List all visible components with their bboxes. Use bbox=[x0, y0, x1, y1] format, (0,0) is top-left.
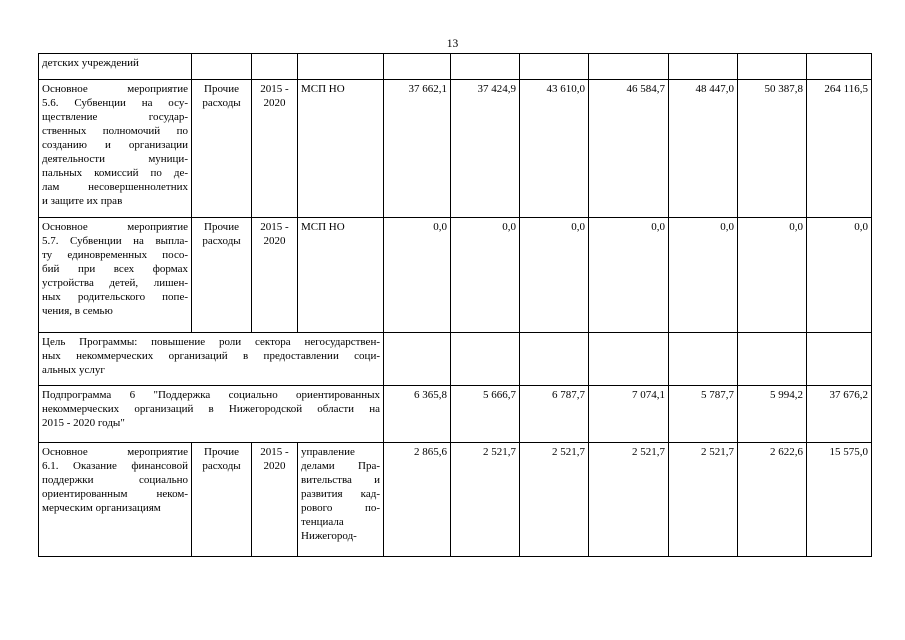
empty-cell bbox=[807, 54, 872, 80]
cell-line: 2015 - bbox=[260, 221, 289, 233]
cell-line: ных некоммерческих организаций в предоставлении соци- bbox=[42, 350, 380, 362]
cell-line: Цель Программы: повышение роли сектора негосударствен- bbox=[42, 336, 380, 348]
executor bbox=[298, 443, 384, 557]
executor bbox=[298, 218, 384, 333]
value-year: 46 584,7 bbox=[589, 80, 669, 218]
cell-line: расходы bbox=[202, 460, 241, 472]
cell-line: рового по- bbox=[301, 502, 380, 514]
empty-cell bbox=[520, 333, 589, 386]
value-year: 50 387,8 bbox=[738, 80, 807, 218]
executor bbox=[298, 80, 384, 218]
value-year: 2 521,7 bbox=[589, 443, 669, 557]
cell-line: устройства детей, лишен- bbox=[42, 277, 188, 289]
expense-type bbox=[192, 443, 252, 557]
cell-line: лам несовершеннолетних bbox=[42, 181, 188, 193]
cell-line: деятельности муници- bbox=[42, 153, 188, 165]
empty-cell bbox=[384, 333, 451, 386]
period bbox=[252, 218, 298, 333]
cell-line: 2015 - 2020 годы" bbox=[42, 417, 125, 429]
expense-type bbox=[192, 80, 252, 218]
cell-line: Основное мероприятие bbox=[42, 446, 188, 458]
page-number: 13 bbox=[446, 38, 459, 50]
cell-line: созданию и организации bbox=[42, 139, 188, 151]
empty-cell bbox=[451, 54, 520, 80]
cell-line: Подпрограмма 6 "Поддержка социально ориентированных bbox=[42, 389, 380, 401]
table-row bbox=[39, 386, 872, 443]
value-total: 264 116,5 bbox=[807, 80, 872, 218]
table-body bbox=[39, 54, 872, 557]
value-year: 0,0 bbox=[669, 218, 738, 333]
cell-line: бий при всех формах bbox=[42, 263, 188, 275]
empty-cell bbox=[589, 333, 669, 386]
cell-line: Прочие bbox=[204, 83, 239, 95]
cell-line: чения, в семью bbox=[42, 305, 113, 317]
empty-cell bbox=[738, 54, 807, 80]
table-row bbox=[39, 218, 872, 333]
cell-line: Основное мероприятие bbox=[42, 83, 188, 95]
program-goal bbox=[39, 333, 384, 386]
value-total: 0,0 bbox=[807, 218, 872, 333]
measure-name bbox=[39, 443, 192, 557]
empty-cell bbox=[738, 333, 807, 386]
cell-line: некоммерческих организаций в Нижегородской области на bbox=[42, 403, 380, 415]
measure-name bbox=[39, 80, 192, 218]
value-year: 43 610,0 bbox=[520, 80, 589, 218]
cell-line: ных родительского попе- bbox=[42, 291, 188, 303]
value-total: 37 676,2 bbox=[807, 386, 872, 443]
cell-line: ственных полномочий по bbox=[42, 125, 188, 137]
value-year: 0,0 bbox=[520, 218, 589, 333]
cell-line: 2015 - bbox=[260, 446, 289, 458]
cell-line: МСП НО bbox=[301, 83, 345, 95]
cell-line: вительства и bbox=[301, 474, 380, 486]
table-row bbox=[39, 80, 872, 218]
cell-line: ориентированным неком- bbox=[42, 488, 188, 500]
cell-line: и защите их прав bbox=[42, 195, 123, 207]
empty-cell bbox=[807, 333, 872, 386]
cell-line: 2020 bbox=[263, 97, 286, 109]
value-year: 0,0 bbox=[589, 218, 669, 333]
subprogram-title bbox=[39, 386, 384, 443]
empty-cell bbox=[384, 54, 451, 80]
empty-cell bbox=[669, 54, 738, 80]
value-year: 37 424,9 bbox=[451, 80, 520, 218]
cell-line: расходы bbox=[202, 97, 241, 109]
expense-type bbox=[192, 218, 252, 333]
value-year: 37 662,1 bbox=[384, 80, 451, 218]
value-year: 6 365,8 bbox=[384, 386, 451, 443]
empty-cell bbox=[192, 54, 252, 80]
value-year: 2 521,7 bbox=[520, 443, 589, 557]
cell-line: расходы bbox=[202, 235, 241, 247]
empty-cell bbox=[669, 333, 738, 386]
value-year: 0,0 bbox=[451, 218, 520, 333]
measure-name bbox=[39, 218, 192, 333]
cell-line: альных услуг bbox=[42, 364, 105, 376]
empty-cell bbox=[520, 54, 589, 80]
value-year: 0,0 bbox=[738, 218, 807, 333]
table-row bbox=[39, 333, 872, 386]
value-total: 15 575,0 bbox=[807, 443, 872, 557]
program-table bbox=[38, 53, 872, 557]
empty-cell bbox=[298, 54, 384, 80]
cell-line: развития кад- bbox=[301, 488, 380, 500]
value-year: 7 074,1 bbox=[589, 386, 669, 443]
value-year: 0,0 bbox=[384, 218, 451, 333]
period bbox=[252, 80, 298, 218]
cell-line: ществление государ- bbox=[42, 111, 188, 123]
cell-line: пальных комиссий по де- bbox=[42, 167, 188, 179]
value-year: 5 994,2 bbox=[738, 386, 807, 443]
empty-cell bbox=[589, 54, 669, 80]
empty-cell bbox=[451, 333, 520, 386]
cell-line: 6.1. Оказание финансовой bbox=[42, 460, 188, 472]
cell-line: Нижегород- bbox=[301, 530, 357, 542]
cell-line: управление bbox=[301, 446, 355, 458]
cell-line: делами Пра- bbox=[301, 460, 380, 472]
cell-line: 2015 - bbox=[260, 83, 289, 95]
cell-line: 5.6. Субвенции на осу- bbox=[42, 97, 188, 109]
cell-line: Прочие bbox=[204, 221, 239, 233]
cell-line: Прочие bbox=[204, 446, 239, 458]
measure-name: детских учреждений bbox=[39, 54, 192, 80]
cell-line: 5.7. Субвенции на выпла- bbox=[42, 235, 188, 247]
cell-line: 2020 bbox=[263, 460, 286, 472]
cell-line: 2020 bbox=[263, 235, 286, 247]
value-year: 5 787,7 bbox=[669, 386, 738, 443]
value-year: 5 666,7 bbox=[451, 386, 520, 443]
cell-line: ту единовременных посо- bbox=[42, 249, 188, 261]
value-year: 2 521,7 bbox=[451, 443, 520, 557]
table-row bbox=[39, 54, 872, 80]
cell-line: тенциала bbox=[301, 516, 344, 528]
value-year: 2 865,6 bbox=[384, 443, 451, 557]
value-year: 2 622,6 bbox=[738, 443, 807, 557]
value-year: 2 521,7 bbox=[669, 443, 738, 557]
period bbox=[252, 443, 298, 557]
table-row bbox=[39, 443, 872, 557]
empty-cell bbox=[252, 54, 298, 80]
cell-line: поддержки социально bbox=[42, 474, 188, 486]
cell-line: Основное мероприятие bbox=[42, 221, 188, 233]
value-year: 48 447,0 bbox=[669, 80, 738, 218]
cell-line: мерческим организациям bbox=[42, 502, 161, 514]
value-year: 6 787,7 bbox=[520, 386, 589, 443]
cell-line: МСП НО bbox=[301, 221, 345, 233]
